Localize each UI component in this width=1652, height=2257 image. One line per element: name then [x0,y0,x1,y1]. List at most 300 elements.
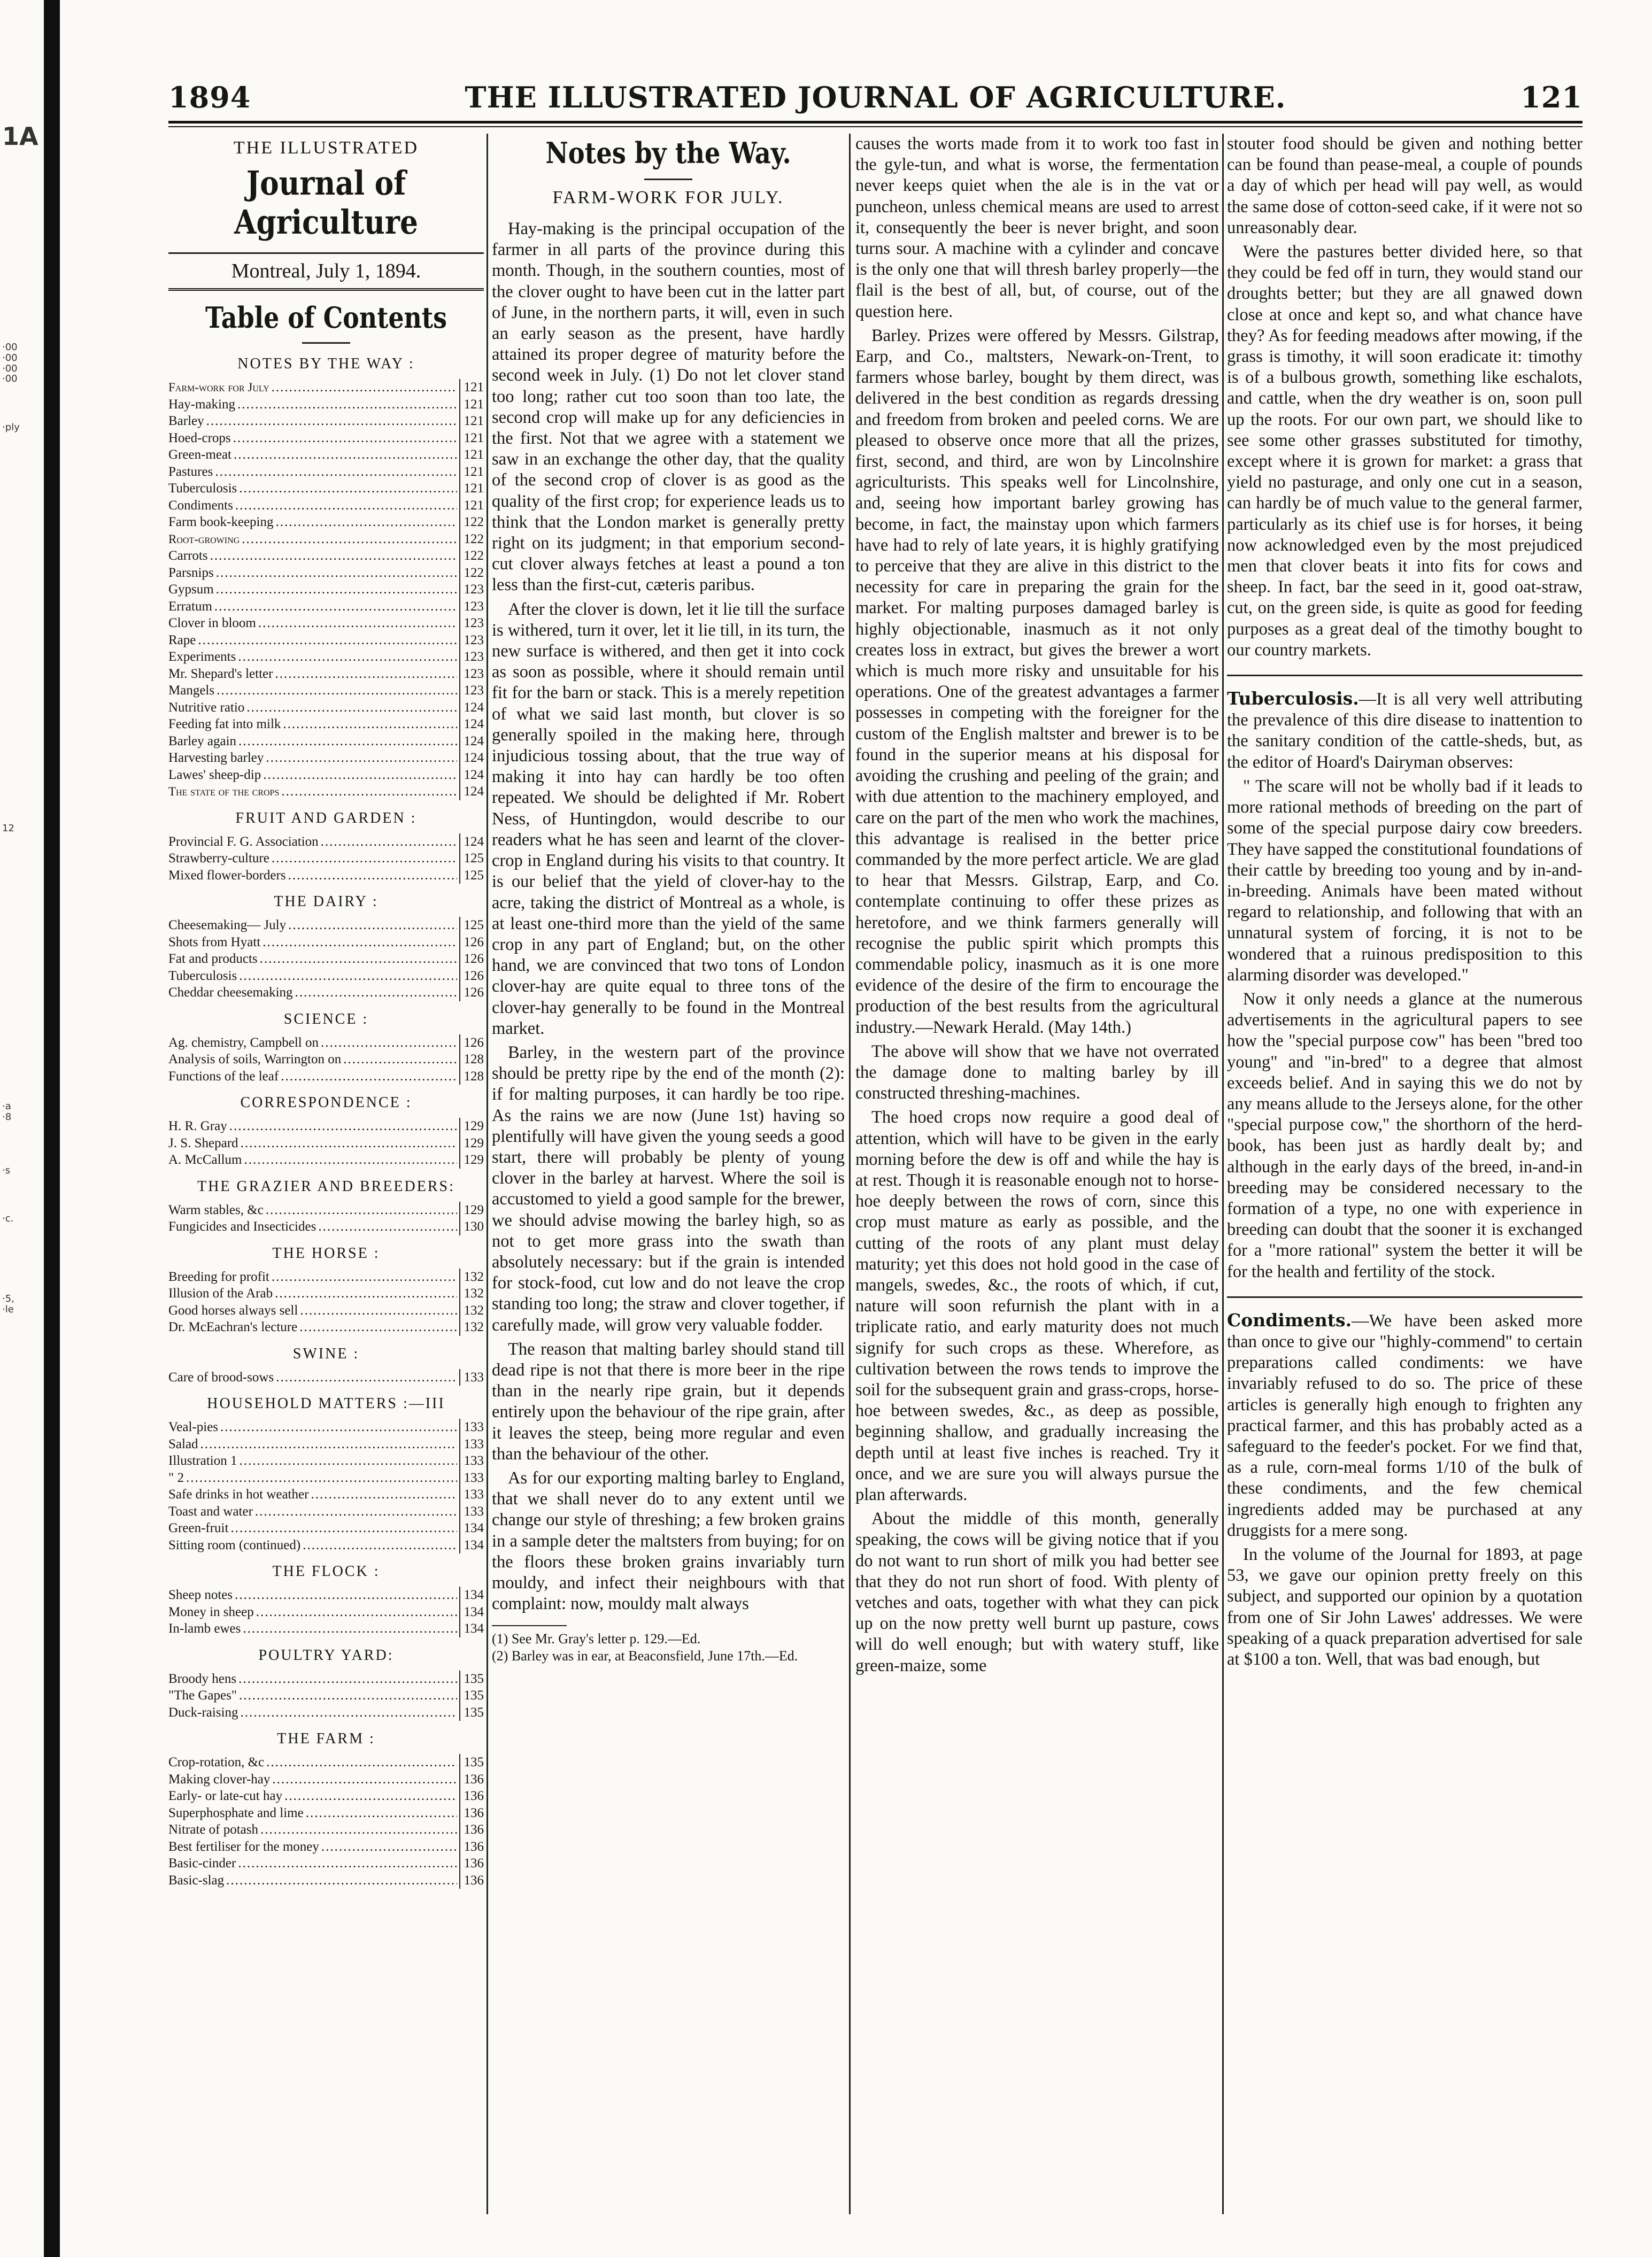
toc-entry-label: Farm-work for July [168,381,269,394]
toc-entry-page: 133 [459,1436,484,1453]
toc-entry [168,1118,484,1135]
paragraph: Barley. Prizes were offered by Messrs. Gilstrap, Earp, and Co., maltsters, Newark-on-Trent, to farmers whose barley, bought by them direct, was delivered in the best condition as regards dressing and freedom from broken and peeled corns. We are pleased to observe once more that all the prizes, first, second, and third, are won by Lincolnshire agriculturists. This speaks well for Lincolnshire, and, seeing how important barley growing has become, in fact, the mainstay upon which farmers have had to rely of late years, it is highly gratifying to perceive that they are alive in this district to the necessity for care in preparing the grain for the market. For malting purposes damaged barley is highly objectionable, inasmuch as it not only creates loss in extract, but gives the brewer a wort which is much more risky and unsuitable for his operations. One of the greatest advantages a farmer possesses in competing with the foreigner for the custom of the English maltster and brewer is to be found in the superior means at his disposal for avoiding the crushing and peeling of the grain; and with due attention to the machinery employed, and care on the part of the men who work the machines, this advantage is realised in the better price commanded by the more perfect article. We are glad to hear that Messrs. Gilstrap, Earp, and Co. contemplate continuing to offer these prizes as heretofore, and we think farmers generally will recognise the public spirit which prompts this commendable policy, inasmuch as it is one more evidence of the desire of the firm to encourage the production of the best results from the agricultural industry.—Newark Herald. (May 14th.) [855,326,1219,1037]
toc-entry [168,480,484,497]
toc-entry-page: 122 [459,514,484,531]
toc-entry [168,1771,484,1788]
toc-entry [168,1269,484,1286]
toc-leader-dots [260,1821,457,1838]
toc-entry [168,733,484,750]
toc-leader-dots [295,984,457,1001]
paragraph [1227,688,1582,773]
toc-leader-dots [241,1704,457,1721]
toc-leader-dots [263,767,457,784]
toc-entry-page: 122 [459,547,484,565]
toc-section-heading: POULTRY YARD: [258,1647,394,1664]
toc-entry-label: Lawes' sheep-dip [168,767,261,782]
toc-entry-label: Fungicides and Insecticides [168,1219,316,1234]
article-column-3 [1227,134,1582,2214]
toc-entry [168,1486,484,1503]
toc-leader-dots [239,968,457,985]
toc-entry [168,1135,484,1152]
toc-entry [168,1788,484,1805]
article-body [855,134,1219,1676]
toc-leader-dots [306,1805,457,1822]
toc-entry [168,1805,484,1822]
toc-leader-dots [318,1218,457,1235]
toc-entry-page: 134 [459,1620,484,1637]
toc-entry-label: Shots from Hyatt [168,934,261,949]
toc-entry-page: 136 [459,1821,484,1838]
toc-entry-label: " 2 [168,1470,184,1485]
toc-leader-dots [266,749,457,767]
toc-leader-dots [217,682,457,699]
toc-leader-dots [300,1302,457,1319]
toc-entry-label: Illustration 1 [168,1454,237,1468]
paragraph [1227,1310,1582,1541]
toc-entry-label: Cheddar cheesemaking [168,985,293,1000]
toc-leader-dots [246,699,457,716]
toc-entry-page: 136 [459,1838,484,1856]
toc-section-heading: THE HORSE : [272,1245,380,1262]
toc-entry [168,1838,484,1856]
paragraph-text: —It is all very well attributing the prevalence of this dire disease to inattention to the sanitary condition of the cattle-sheds, but, as the editor of Hoard's Dairyman observes: [1227,690,1582,772]
toc-leader-dots [255,1503,457,1520]
toc-entry [168,615,484,632]
toc-leader-dots [272,850,457,867]
toc-entry-page: 121 [459,413,484,430]
toc-leader-dots [237,396,457,413]
toc-entry-label: Harvesting barley [168,751,264,765]
margin-mark: ·c. [2,1213,14,1224]
toc-entry-page: 121 [459,396,484,413]
toc-entry [168,547,484,565]
toc-entry-label: Superphosphate and lime [168,1805,304,1820]
toc-entry-page: 136 [459,1771,484,1788]
toc-leader-dots [216,565,457,582]
masthead-date: Montreal, July 1, 1894. [168,252,484,291]
toc-entry [168,413,484,430]
toc-entry [168,565,484,582]
paragraph: causes the worts made from it to work too fast in the gyle-tun, and what is worse, the fermentation never keeps quiet when the ale is in the vat or puncheon, unless chemical means are used to arrest it, consequently the beer is never bright, and soon turns sour. A machine with a cylinder and concave is the only one that will thresh barley properly—the flail is the best of all, but, of course, out of the question here. [855,134,1219,321]
toc-entry-label: Tuberculosis [168,481,237,496]
paragraph: The hoed crops now require a good deal of attention, which will have to be given in the early morning before the dew is off and while the hay is at rest. Though it is reasonable enough not to horse-hoe deeply between the rows of corn, since this crop must mature as early as possible, and the cutting of the roots of any plant must delay maturity; yet this does not hold good in the case of mangels, swedes, &c., the roots of which, if cut, nature will soon refurnish the plant with in a triplicate ratio, and early maturity does not much signify for such crops as these. Wherefore, as cultivation between the rows tends to improve the soil for the subsequent grain and grass-crops, horse-hoe between swedes, &c., as deep as possible, beginning shallow, and gradually increasing the depth until at least five inches is reached. Try it once, and we are sure you will always pursue the plan afterwards. [855,1108,1219,1504]
toc-entry [168,917,484,934]
toc-leader-dots [186,1470,457,1487]
margin-mark: ·00 ·00 ·00 ·00 [2,342,18,385]
footnote: (2) Barley was in ear, at Beaconsfield, June 17th.—Ed. [492,1648,798,1664]
toc-entry-page: 129 [459,1118,484,1135]
paragraph: In the volume of the Journal for 1893, at page 53, we gave our opinion pretty freely on this subject, and supported our opinion by a quotation from one of Sir John Lawes' addresses. We were speaking of a quack preparation advertised for sale at $100 a ton. Well, that was bad enough, but [1227,1545,1582,1669]
toc-entry [168,1034,484,1052]
header-rule-thin [168,126,1582,127]
toc-entry [168,749,484,767]
toc-section-heading: FRUIT AND GARDEN : [235,809,417,826]
toc-entry [168,1687,484,1704]
toc-leader-dots [206,413,457,430]
header-page-number: 121 [1520,80,1582,114]
toc-leader-dots [288,917,457,934]
toc-entry-page: 133 [459,1369,484,1386]
toc-entry [168,1452,484,1470]
toc-leader-dots [258,615,457,632]
toc-entry-label: Cheesemaking— July [168,918,287,932]
section-rule [1227,1296,1582,1298]
toc-entry [168,648,484,666]
toc-leader-dots [263,934,457,951]
toc-entry [168,1704,484,1721]
toc-entry [168,1068,484,1085]
toc-leader-dots [216,581,457,598]
paragraph: About the middle of this month, generally speaking, the cows will be giving notice that if you do not want to run short of milk you had better see that they do not run short of food. With plenty of vetches and oats, together with what they can pick up on the now pretty well burnt up pasture, cows will do well enough; but with watery stuff, like green-maize, some [855,1509,1219,1675]
toc-entry [168,1520,484,1537]
toc-leader-dots [238,733,457,750]
toc-leader-dots [272,379,457,396]
toc-entry-page: 122 [459,531,484,548]
toc-entry-label: Warm stables, &c [168,1202,264,1217]
toc-entry-page: 124 [459,716,484,733]
toc-leader-dots [215,463,457,481]
toc-leader-dots [299,1319,457,1336]
toc-entry-page: 125 [459,917,484,934]
toc-entry [168,1302,484,1319]
toc-entry-page: 121 [459,430,484,447]
toc-entry-page: 123 [459,666,484,683]
toc-entry-label: Root-growing [168,532,240,546]
toc-leader-dots [266,1202,457,1219]
toc-entry-label: Provincial F. G. Association [168,834,319,849]
margin-marks [0,0,43,2257]
toc-entry-label: Hoed-crops [168,430,231,445]
toc-entry-label: Gypsum [168,582,214,597]
toc-entry-page: 126 [459,1034,484,1052]
toc-entry [168,666,484,683]
toc-entry-label: Good horses always sell [168,1303,298,1318]
toc-entry-page: 133 [459,1470,484,1487]
toc-entry-page: 136 [459,1872,484,1889]
toc-entry [168,850,484,867]
toc-entry-label: Farm book-keeping [168,515,274,529]
toc-entry [168,699,484,716]
toc-entry-page: 134 [459,1604,484,1621]
margin-mark: ·5, ·le [2,1293,14,1315]
toc-entry-page: 132 [459,1319,484,1336]
toc-leader-dots [321,1034,457,1052]
toc-entry-label: Nutritive ratio [168,700,245,715]
toc-entry-label: Carrots [168,548,208,563]
toc-entry-page: 124 [459,699,484,716]
toc-entry [168,934,484,951]
toc-leader-dots [256,1604,457,1621]
toc-entry [168,1503,484,1520]
toc-entry-page: 126 [459,950,484,968]
toc-entry-label: In-lamb ewes [168,1621,241,1636]
toc-leader-dots [198,632,457,649]
toc-entry-page: 123 [459,632,484,649]
paragraph: Now it only needs a glance at the numerous advertisements in the agricultural papers to see how the "special purpose cow" has been "bred too young" and "in-bred" to a degree that almost exceeds belief. And in saying this we do not by any means allude to the Jerseys alone, for the other "special purpose cow," the shorthorn of the herd-book, has been just as hardly dealt by; and although in the early days of the breed, in-and-in breeding may be considered necessary to the formation of a type, no one with experience in breeding can doubt that the sooner it is exchanged for a "more rational" system the better it will be for the health and fertility of the stock. [1227,989,1582,1281]
toc-section-heading: CORRESPONDENCE : [240,1094,412,1111]
toc-leader-dots [311,1486,457,1503]
toc-entry-label: Making clover-hay [168,1772,271,1787]
toc-leader-dots [239,480,457,497]
toc-entry-page: 125 [459,867,484,884]
toc-entry-page: 136 [459,1805,484,1822]
toc-entry-label: Pastures [168,464,213,479]
toc-section-heading: THE FARM : [277,1730,375,1747]
toc-entry-label: Condiments [168,498,233,513]
toc-entry-label: A. McCallum [168,1153,242,1167]
binding-edge [44,0,60,2257]
toc-entry-page: 129 [459,1202,484,1219]
toc-entry-page: 136 [459,1855,484,1872]
toc-leader-dots [321,833,457,851]
margin-mark: ·ply [2,422,20,433]
toc-entry-page: 121 [459,379,484,396]
toc-entry-page: 121 [459,480,484,497]
toc-entry [168,1369,484,1386]
condiments-section [1227,1310,1582,1670]
toc-entry-page: 132 [459,1269,484,1286]
toc-leader-dots [242,531,457,548]
toc-entry [168,1470,484,1487]
paragraph: " The scare will not be wholly bad if it leads to more rational methods of breeding on the part of some of the special purpose dairy cow breeders. They have sapped the constitutional foundations of their cattle by breeding too young and by in-and-in-breeding. Animals have been mated without regard to relationship, and following that with an unnatural system of forcing, it is not to be wondered that a ruinous predisposition to this alarming disorder was developed." [1227,776,1582,985]
toc-entry [168,1537,484,1554]
section-lead: Tuberculosis. [1227,688,1359,709]
toc-leader-dots [321,1838,457,1856]
toc-entry-label: Erratum [168,599,212,614]
toc-entry [168,430,484,447]
toc-entry-page: 124 [459,783,484,800]
toc-entry [168,1218,484,1235]
toc-entry [168,1754,484,1771]
toc-entry-label: Safe drinks in hot weather [168,1487,309,1502]
toc-entry [168,968,484,985]
article-title: Notes by the Way. [545,136,791,170]
toc-entry-label: Sheep notes [168,1588,233,1602]
toc-entry-page: 123 [459,598,484,615]
section-lead: Condiments. [1227,1309,1352,1331]
toc-entry [168,379,484,396]
toc-entry-page: 124 [459,733,484,750]
tuberculosis-section [1227,688,1582,1282]
toc-entry [168,1604,484,1621]
toc-entry-label: Strawberry-culture [168,851,269,865]
header-rule [168,121,1582,123]
toc-section-heading: NOTES BY THE WAY : [237,355,415,372]
toc-entry-label: Money in sheep [168,1604,254,1619]
toc-leader-dots [230,1520,457,1537]
toc-entry [168,716,484,733]
toc-entry [168,1319,484,1336]
toc-leader-dots [235,497,457,514]
toc-section-heading: SCIENCE : [283,1010,369,1027]
toc-leader-dots [238,1671,457,1688]
toc-entry-page: 132 [459,1302,484,1319]
toc-entry-label: Salad [168,1436,198,1451]
toc-leader-dots [281,1068,457,1085]
toc-entry [168,632,484,649]
toc-entry [168,833,484,851]
toc-entry-label: Nitrate of potash [168,1822,259,1837]
article-title-rule [644,179,692,180]
toc-leader-dots [283,716,457,733]
toc-entry-label: Care of brood-sows [168,1370,274,1385]
column-divider [849,134,851,2214]
toc-entry-page: 122 [459,565,484,582]
toc-leader-dots [275,666,457,683]
toc-leader-dots [235,1587,457,1604]
toc-title: Table of Contents [205,300,447,335]
toc-entry-label: Hay-making [168,397,235,412]
toc-leader-dots [266,1754,457,1771]
toc-section-heading: HOUSEHOLD MATTERS :—III [207,1395,445,1412]
toc-entry-page: 136 [459,1788,484,1805]
toc-entry [168,446,484,463]
toc-leader-dots [229,1118,457,1135]
toc-entry-label: The state of the crops [168,785,280,798]
toc-leader-dots [303,1537,457,1554]
toc-body [168,355,484,1889]
toc-entry-page: 123 [459,615,484,632]
toc-entry-page: 133 [459,1419,484,1436]
toc-entry-label: Analysis of soils, Warrington on [168,1052,342,1066]
toc-entry-page: 125 [459,850,484,867]
paragraph-text: —We have been asked more than once to give our "highly-commend" to certain preparations called condiments: we have invariably refused to do so. The price of these articles is generally high enough to frighten any practical farmer, and this has probably acted as a safeguard to the feeder's pocket. For we find that, as a rule, corn-meal forms 1/10 of the bulk of these condiments, and the few chemical ingredients added may be purchased at any druggists for a mere song. [1227,1311,1582,1540]
toc-entry-page: 124 [459,767,484,784]
toc-entry-page: 123 [459,648,484,666]
toc-entry-page: 135 [459,1754,484,1771]
column-divider [1222,134,1224,2214]
toc-entry-label: Rape [168,632,196,647]
toc-entry-page: 128 [459,1068,484,1085]
toc-entry-label: Parsnips [168,565,214,580]
margin-mark: 1A [2,122,38,151]
toc-leader-dots [241,1135,457,1152]
toc-entry-page: 135 [459,1671,484,1688]
toc-entry-label: Clover in bloom [168,616,256,630]
toc-entry [168,1821,484,1838]
toc-entry [168,1587,484,1604]
toc-entry-page: 133 [459,1452,484,1470]
toc-entry [168,497,484,514]
column-divider [487,134,488,2214]
article-column-1 [492,134,845,2214]
margin-mark: ·s [2,1165,11,1176]
toc-entry-label: Illusion of the Arab [168,1286,273,1301]
toc-leader-dots [276,1369,457,1386]
header-year: 1894 [168,80,251,114]
toc-entry-page: 132 [459,1285,484,1302]
toc-entry-label: Veal-pies [168,1420,219,1434]
toc-entry [168,682,484,699]
toc-rule [302,342,350,344]
toc-entry-page: 134 [459,1587,484,1604]
article-body [1227,134,1582,661]
toc-entry-page: 121 [459,446,484,463]
toc-entry [168,1151,484,1169]
toc-entry-label: Early- or late-cut hay [168,1789,283,1803]
toc-leader-dots [260,950,457,968]
toc-entry-page: 121 [459,497,484,514]
toc-entry-label: Feeding fat into milk [168,717,281,731]
toc-leader-dots [239,1452,457,1470]
toc-entry-page: 124 [459,833,484,851]
toc-entry-label: Basic-slag [168,1873,225,1888]
toc-entry-label: Green-meat [168,447,231,462]
toc-entry-label: Dr. McEachran's lecture [168,1320,298,1334]
toc-entry [168,531,484,548]
toc-entry-page: 129 [459,1151,484,1169]
toc-entry [168,396,484,413]
toc-entry [168,767,484,784]
toc-entry [168,783,484,800]
toc-leader-dots [210,547,457,565]
toc-entry [168,598,484,615]
running-header [168,80,1582,118]
toc-leader-dots [239,1687,457,1704]
toc-entry-label: Basic-cinder [168,1856,236,1870]
paragraph: Hay-making is the principal occupation of the farmer in all parts of the province during this month. Though, in the southern counties, most of the clover ought to have been cut in the latter part of June, in the northern parts, it will, even in such an early season as the present, have hardly attained its proper degree of maturity before the second week in July. (1) Do not let clover stand too long; rather cut too soon than too late, the second crop will make up for any deficiencies in the first. Not that we agree with a statement we saw in an exchange the other day, that the quality of the second crop of clover is as good as the quality of the first crop; for experience leads us to think that the London market is generally pretty right on its judgment; in that emporium second-cut clover always fetches at least a pound a ton less than the first-cut, cæteris paribus. [492,219,845,595]
toc-entry-page: 135 [459,1687,484,1704]
toc-entry-page: 134 [459,1537,484,1554]
toc-entry-page: 130 [459,1218,484,1235]
toc-leader-dots [238,648,457,666]
toc-leader-dots [234,446,457,463]
toc-entry [168,1285,484,1302]
toc-entry-page: 135 [459,1704,484,1721]
toc-leader-dots [288,867,457,884]
toc-leader-dots [284,1788,457,1805]
toc-entry-page: 133 [459,1503,484,1520]
toc-leader-dots [343,1051,457,1068]
article-column-2 [855,134,1219,2214]
contents-column [168,134,484,2214]
toc-entry-label: Barley again [168,733,237,748]
toc-leader-dots [281,783,457,800]
toc-entry-label: Mangels [168,683,215,698]
toc-entry-label: Mixed flower-borders [168,868,286,883]
toc-entry-label: Ag. chemistry, Campbell on [168,1035,319,1050]
toc-entry [168,984,484,1001]
section-rule [1227,675,1582,676]
toc-entry [168,1051,484,1068]
toc-entry [168,950,484,968]
toc-entry [168,581,484,598]
margin-mark: ·a ·8 [2,1101,12,1123]
toc-entry-page: 129 [459,1135,484,1152]
toc-entry [168,1436,484,1453]
toc-entry-label: Toast and water [168,1504,253,1519]
article-subtitle: FARM-WORK FOR JULY. [552,188,784,207]
header-title: THE ILLUSTRATED JOURNAL OF AGRICULTURE. [465,80,1286,114]
toc-entry [168,1419,484,1436]
toc-entry [168,1855,484,1872]
toc-leader-dots [200,1436,457,1453]
paragraph: Barley, in the western part of the province should be pretty ripe by the end of the month (2): if for malting purposes, it can hardly be too ripe. As the rains we are now (June 1st) having so plentifully will have given the young seeds a good start, there will probably be plenty of young clover in the barley at harvest. Where the soil is accustomed to yield a good sample for the brewer, we should advise mowing the barley high, so as not to get more grass into the swath than absolutely necessary: but if the grain is intended for stock-food, cut low and do not leave the crop standing too long; the straw and clover together, if carefully made, will grow very valuable fodder. [492,1042,845,1335]
paragraph: As for our exporting malting barley to England, that we shall never do to any extent until we change our style of threshing; a few broken grains in a sample deter the maltsters from buying; for on the floors these broken grains invariably turn mouldy, and infect their neighbours with that complaint: now, mouldy malt always [492,1468,845,1614]
toc-leader-dots [220,1419,457,1436]
toc-entry [168,514,484,531]
toc-section-heading: THE GRAZIER AND BREEDERS: [197,1178,455,1195]
toc-entry-page: 126 [459,934,484,951]
paragraph: stouter food should be given and nothing better can be found than pease-meal, a couple of pounds a day of which per head will pay well, as would the same dose of cotton-seed cake, if it were not so unreasonably dear. [1227,134,1582,237]
toc-entry-page: 126 [459,984,484,1001]
paragraph: The above will show that we have not overrated the damage done to malting barley by ill constructed threshing-machines. [855,1041,1219,1103]
toc-entry-label: Green-fruit [168,1521,229,1535]
toc-entry-label: Tuberculosis [168,968,237,983]
toc-entry-page: 134 [459,1520,484,1537]
toc-leader-dots [243,1620,457,1637]
toc-entry-label: Duck-raising [168,1705,238,1720]
